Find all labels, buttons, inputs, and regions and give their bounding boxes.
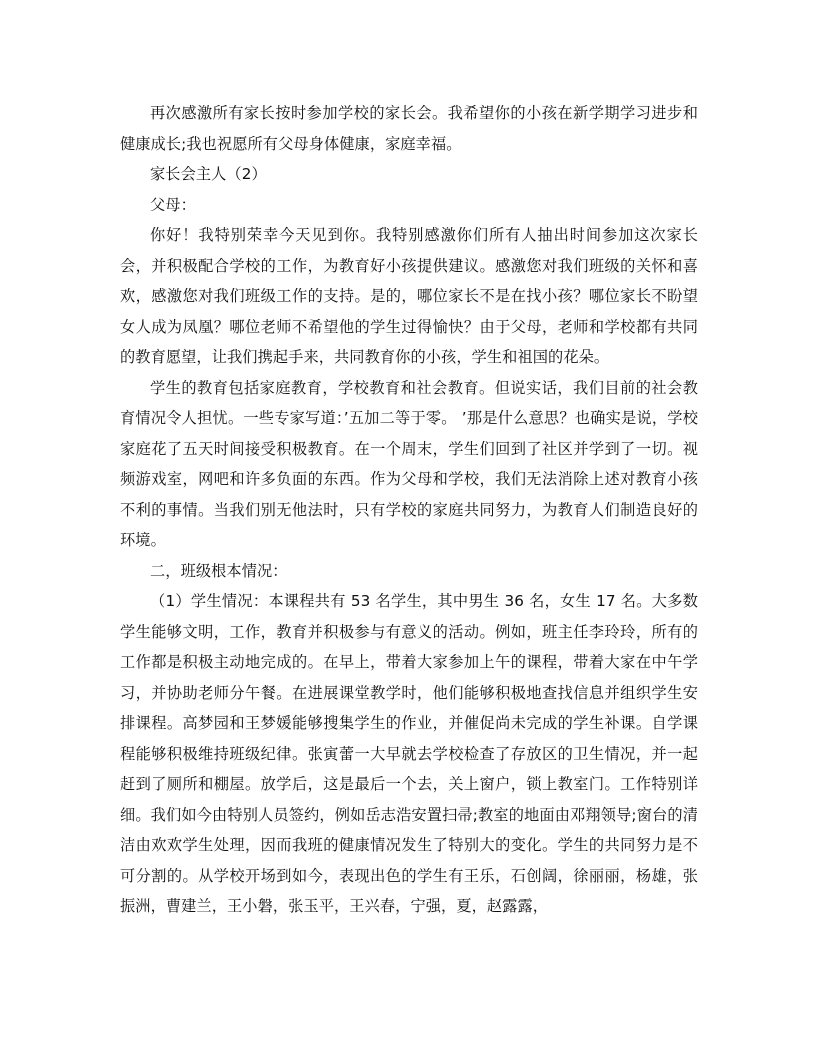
section-heading-class-basics: 二，班级根本情况： bbox=[150, 561, 288, 580]
salutation: 父母： bbox=[150, 195, 196, 214]
paragraph-education-types: 学生的教育包括家庭教育，学校教育和社会教育。但说实话，我们目前的社会教育情况令人担忧。一些专家写道：’五加二等于零。 ’那是什么意思？也确实是说，学校家庭花了五天时间接受积极教育。在一个周末，学生们回到了社区并学到了一切。视频游戏室，网吧和许多负面的东西。作为父母和学校，我们无法消除上述对教育小孩不利的事情。当我们别无他法时，只有学校的家庭共同努力，为教育人们制造良好的环境。 bbox=[120, 378, 698, 549]
paragraph-closing-thanks: 再次感激所有家长按时参加学校的家长会。我希望你的小孩在新学期学习进步和健康成长;我也祝愿所有父母身体健康，家庭幸福。 bbox=[120, 104, 698, 153]
document-body bbox=[120, 98, 698, 922]
paragraph-student-situation: （1）学生情况：本课程共有 53 名学生，其中男生 36 名，女生 17 名。大多数学生能够文明，工作，教育并积极参与有意义的活动。例如，班主任李玲玲，所有的工作都是积极主动地完成的。在早上，带着大家参加上午的课程，带着大家在中午学习，并协助老师分午餐。在进展课堂教学时，他们能够积极地查找信息并组织学生安排课程。高梦园和王梦媛能够搜集学生的作业，并催促尚未完成的学生补课。自学课程能够积极维持班级纪律。张寅蕾一大早就去学校检查了存放区的卫生情况，并一起赶到了厕所和棚屋。放学后，这是最后一个去，关上窗户，锁上教室门。工作特别详细。我们如今由特别人员签约，例如岳志浩安置扫帚;教室的地面由邓翔领导;窗台的清洁由欢欢学生处理，因而我班的健康情况发生了特别大的变化。学生的共同努力是不可分割的。从学校开场到如今，表现出色的学生有王乐，石创阔，徐丽丽，杨雄，张振洲，曹建兰，王小磐，张玉平，王兴春，宁强，夏，赵露露， bbox=[120, 592, 698, 915]
paragraph-greeting: 你好！我特别荣幸今天见到你。我特别感激你们所有人抽出时间参加这次家长会，并积极配合学校的工作，为教育好小孩提供建议。感激您对我们班级的关怀和喜欢，感激您对我们班级工作的支持。是的，哪位家长不是在找小孩？哪位家长不盼望女人成为凤凰？哪位老师不希望他的学生过得愉快？由于父母，老师和学校都有共同的教育愿望，让我们携起手来，共同教育你的小孩，学生和祖国的花朵。 bbox=[120, 226, 698, 366]
section-title-parent-meeting-host-2: 家长会主人（2） bbox=[150, 165, 267, 183]
